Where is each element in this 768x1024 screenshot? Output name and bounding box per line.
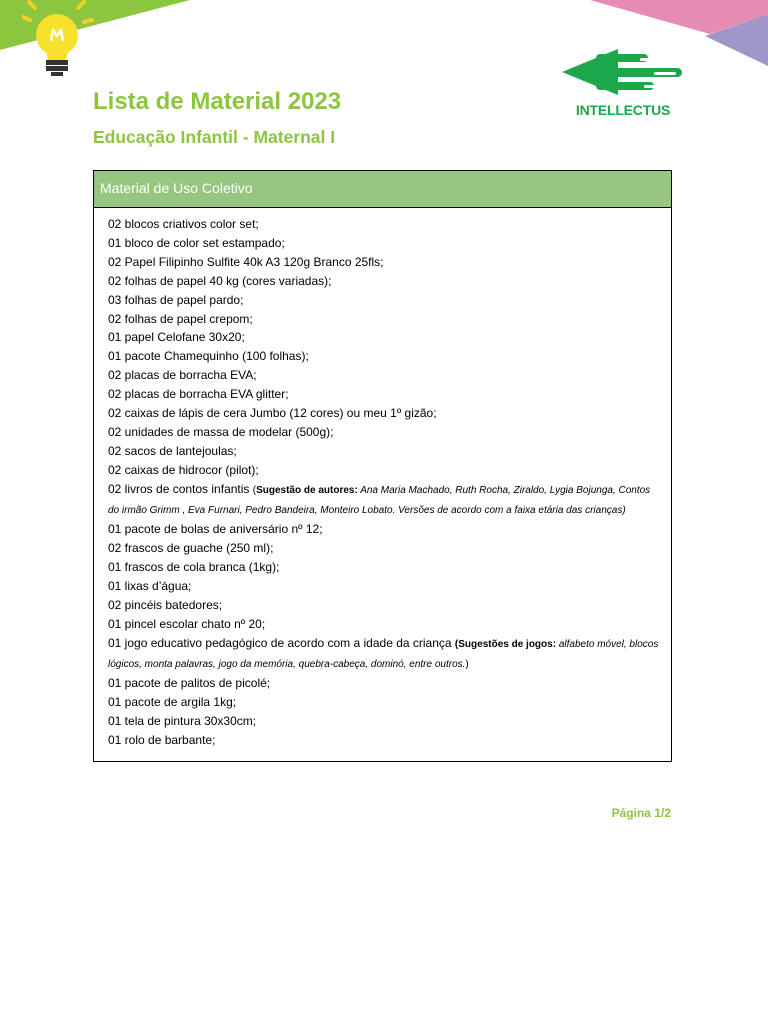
list-item: 02 sacos de lantejoulas; — [108, 443, 237, 458]
list-item: 01 pincel escolar chato nº 20; — [108, 616, 266, 631]
list-item: 01 lixas d’água; — [108, 578, 192, 593]
list-item: 01 pacote Chamequinho (100 folhas); — [108, 349, 309, 364]
game-item-text: 01 jogo educativo pedagógico de acordo com a idade da criança — [108, 635, 455, 650]
list-item: 02 blocos criativos color set; — [108, 217, 259, 231]
game-suggestion-label: (Sugestões de jogos: — [454, 638, 557, 650]
list-item: 03 folhas de papel pardo; — [108, 292, 244, 307]
lightbulb-icon — [22, 0, 102, 78]
list-item-game — [108, 634, 661, 674]
list-item: 01 papel Celofane 30x20; — [108, 330, 245, 345]
list-item: 02 pincéis batedores; — [108, 597, 223, 612]
list-item: 02 caixas de lápis de cera Jumbo (12 cores) ou meu 1º gizão; — [108, 406, 437, 421]
list-item: 02 folhas de papel 40 kg (cores variadas); — [108, 273, 332, 288]
list-item: 01 frascos de cola branca (1kg); — [108, 559, 280, 574]
list-item: 02 placas de borracha EVA glitter; — [108, 387, 289, 402]
page-subtitle: Educação Infantil - Maternal I — [93, 127, 336, 147]
logo-mark-icon — [560, 44, 686, 102]
list-item: 02 caixas de hidrocor (pilot); — [108, 462, 259, 477]
list-item: 01 bloco de color set estampado; — [108, 235, 285, 250]
list-item: 02 folhas de papel crepom; — [108, 311, 253, 326]
list-item: 02 unidades de massa de modelar (500g); — [108, 424, 334, 439]
list-item: 01 pacote de bolas de aniversário nº 12; — [108, 522, 323, 537]
list-item: 02 placas de borracha EVA; — [108, 368, 257, 383]
list-item: 01 pacote de palitos de picolé; — [108, 675, 271, 690]
logo-text: INTELLECTUS — [575, 102, 671, 118]
list-item: 01 pacote de argila 1kg; — [108, 694, 237, 709]
game-suggestion-note: (Sugestões de jogos: alfabeto móvel, blocos lógicos, monta palavras, jogo da memória, quebra-cabeça, dominó, entre outros.) — [108, 638, 659, 670]
material-list-box — [93, 170, 672, 762]
page-title: Lista de Material 2023 — [93, 88, 342, 115]
list-item: 02 frascos de guache (250 ml); — [108, 541, 274, 555]
page-number: Página 1/2 — [611, 806, 671, 820]
books-item-text: 02 livros de contos infantis — [108, 481, 253, 496]
books-suggestion-note: (Sugestão de autores: Ana Maria Machado, Ruth Rocha, Ziraldo, Lygia Bojunga, Contos do irmão Grimm , Eva Furnari, Pedro Bandeira, Monteiro Lobato. Versões de acordo com a faixa etária das crianças) — [108, 484, 651, 516]
material-list — [94, 208, 671, 750]
game-suggestion-list: alfabeto móvel, blocos lógicos, monta palavras, jogo da memória, quebra-cabeça, dominó, entre outros. — [108, 638, 659, 670]
books-suggestion-label: Sugestão de autores: — [256, 484, 358, 496]
list-item-books — [108, 480, 661, 520]
intellectus-logo — [560, 44, 686, 124]
books-suggestion-authors: Ana Maria Machado, Ruth Rocha, Ziraldo, Lygia Bojunga, Contos do irmão Grimm , Eva Furnari, Pedro Bandeira, Monteiro Lobato. Versões de acordo com a faixa etária das crianças) — [108, 484, 651, 516]
list-item: 02 Papel Filipinho Sulfite 40k A3 120g Branco 25fls; — [108, 254, 384, 269]
section-header: Material de Uso Coletivo — [94, 171, 671, 208]
list-item: 01 tela de pintura 30x30cm; — [108, 713, 257, 728]
list-item: 01 rolo de barbante; — [108, 732, 216, 747]
